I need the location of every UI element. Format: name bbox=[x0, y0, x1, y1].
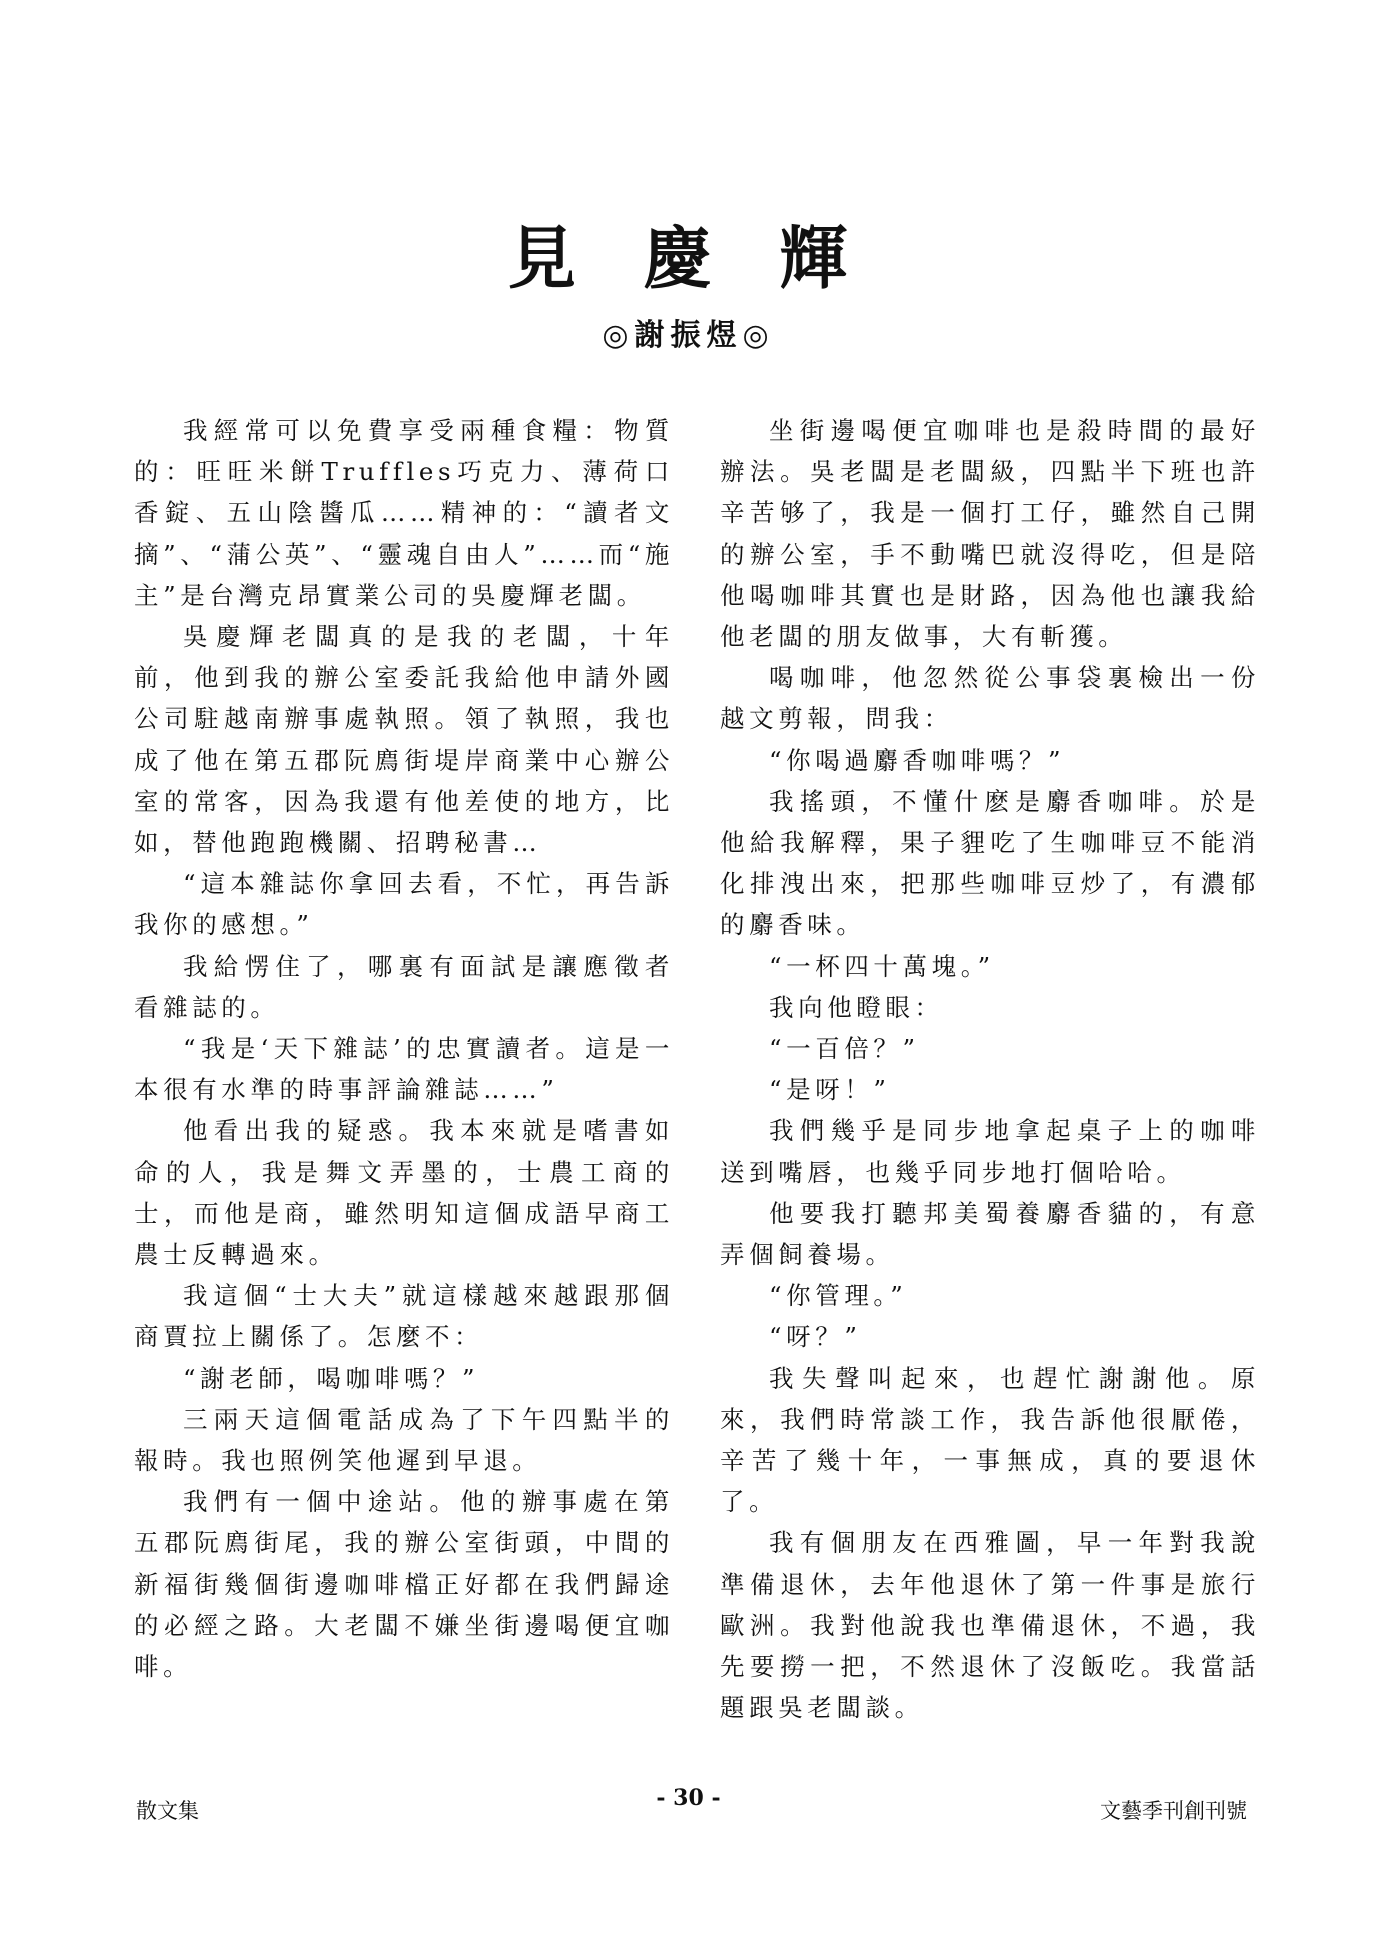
paragraph: “我是‘天下雜誌’的忠實讀者。這是一本很有水準的時事評論雜誌……” bbox=[134, 1034, 674, 1105]
page-number: - 30 - bbox=[656, 1785, 721, 1811]
footer-publication-name: 文藝季刊創刊號 bbox=[1100, 1799, 1247, 1823]
paragraph: 我失聲叫起來，也趕忙謝謝他。原來，我們時常談工作，我告訴他很厭倦，辛苦了幾十年，一事無成，真的要退休了。 bbox=[720, 1363, 1260, 1517]
paragraph: 喝咖啡，他忽然從公事袋裏檢出一份越文剪報，問我： bbox=[720, 663, 1260, 734]
paragraph: 我搖頭，不懂什麽是麝香咖啡。於是他給我解釋，果子貍吃了生咖啡豆不能消化排洩出來，把那些咖啡豆炒了，有濃郁的麝香味。 bbox=[720, 786, 1260, 940]
paragraph: 我這個“士大夫”就這樣越來越跟那個商賈拉上關係了。怎麼不： bbox=[134, 1281, 674, 1352]
paragraph: 吳慶輝老闆真的是我的老闆，十年前，他到我的辦公室委託我給他申請外國公司駐越南辦事處執照。領了執照，我也成了他在第五郡阮廌街堤岸商業中心辦公室的常客，因為我還有他差使的地方，比如，替他跑跑機關、招聘秘書… bbox=[134, 622, 674, 858]
paragraph: “呀？” bbox=[769, 1322, 862, 1352]
paragraph: “你管理。” bbox=[769, 1281, 908, 1311]
paragraph: 我向他瞪眼： bbox=[769, 992, 944, 1022]
footer-section-name: 散文集 bbox=[136, 1799, 199, 1823]
paragraph: 他要我打聽邦美蜀養麝香貓的，有意弄個飼養場。 bbox=[720, 1198, 1260, 1270]
paragraph: “這本雜誌你拿回去看，不忙，再告訴我你的感想。” bbox=[134, 869, 674, 940]
page-title: 見 慶 輝 bbox=[507, 219, 870, 299]
paragraph: 三兩天這個電話成為了下午四點半的報時。我也照例笑他遲到早退。 bbox=[134, 1404, 674, 1476]
paragraph: “是呀！” bbox=[769, 1075, 891, 1105]
left-column bbox=[134, 410, 674, 1687]
paragraph: 他看出我的疑惑。我本來就是嗜書如命的人，我是舞文弄墨的，士農工商的士，而他是商，雖然明知這個成語早商工農士反轉過來。 bbox=[134, 1116, 674, 1270]
paragraph: 坐街邊喝便宜咖啡也是殺時間的最好辦法。吳老闆是老闆級，四點半下班也許辛苦够了，我是一個打工仔，雖然自己開的辦公室，手不動嘴巴就沒得吃，但是陪他喝咖啡其實也是財路，因為他也讓我給他老闆的朋友做事，大有斬獲。 bbox=[720, 416, 1260, 652]
paragraph: “一杯四十萬塊。” bbox=[769, 951, 995, 981]
paragraph: 我們有一個中途站。他的辦事處在第五郡阮廌街尾，我的辦公室街頭，中間的新福街幾個街邊咖啡檔正好都在我們歸途的必經之路。大老闆不嫌坐街邊喝便宜咖啡。 bbox=[134, 1487, 674, 1682]
paragraph: 我給愣住了，哪裏有面試是讓應徵者看雜誌的。 bbox=[134, 951, 674, 1022]
paragraph: 我們幾乎是同步地拿起桌子上的咖啡送到嘴唇，也幾乎同步地打個哈哈。 bbox=[720, 1116, 1260, 1187]
paragraph: 我經常可以免費享受兩種食糧：物質的：旺旺米餅Truffles巧克力、薄荷口香錠、五山陰醬瓜……精神的：“讀者文摘”、“蒲公英”、“靈魂自由人”……而“施主”是台灣克昂實業公司的吳慶輝老闆。 bbox=[134, 416, 674, 610]
author-byline: ◎謝振煜◎ bbox=[602, 318, 775, 353]
paragraph: 我有個朋友在西雅圖，早一年對我說準備退休，去年他退休了第一件事是旅行歐洲。我對他說我也準備退休，不過，我先要撈一把，不然退休了沒飯吃。我當話題跟吳老闆談。 bbox=[720, 1528, 1260, 1723]
paragraph: “一百倍？” bbox=[769, 1034, 920, 1064]
paragraph: “謝老師，喝咖啡嗎？” bbox=[183, 1363, 480, 1393]
paragraph: “你喝過麝香咖啡嗎？” bbox=[769, 745, 1066, 775]
right-column bbox=[720, 410, 1260, 1729]
